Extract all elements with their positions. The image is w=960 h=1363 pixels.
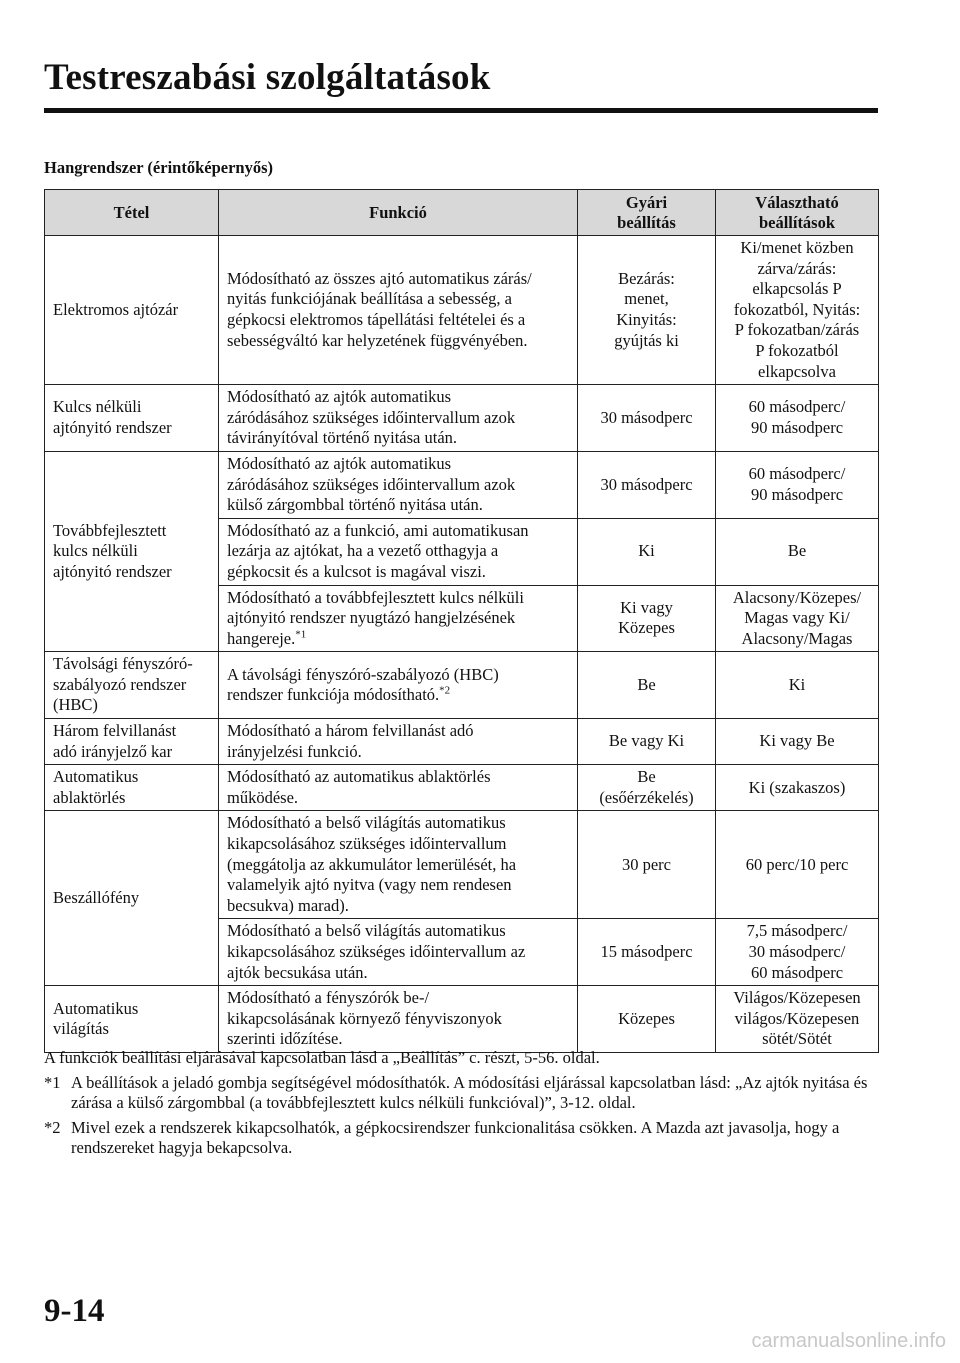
notes	[44, 1048, 884, 1163]
footnote-text: Mivel ezek a rendszerek kikapcsolhatók, a gépkocsirendszer funkcionalitása csökken. A Mazda azt javasolja, hogy a rendszereket hagyja bekapcsolva.	[71, 1117, 840, 1158]
row-factory: 30 másodperc	[578, 385, 716, 452]
table-header-row	[45, 190, 879, 236]
row-item: Három felvillanást adó irányjelző kar	[45, 719, 219, 765]
row-item: Elektromos ajtózár	[45, 236, 219, 385]
row-options: Ki (szakaszos)	[716, 765, 879, 811]
title-rule	[44, 108, 878, 113]
row-function: Módosítható az ajtók automatikus záródásához szükséges időintervallum azok távirányítóval történő nyitása után.	[219, 385, 578, 452]
footnote-mark: *2	[44, 1117, 61, 1137]
row-options: Alacsony/Közepes/ Magas vagy Ki/ Alacsony/Magas	[716, 585, 879, 652]
row-factory: Be	[578, 652, 716, 719]
table-row	[45, 652, 879, 719]
row-factory: 15 másodperc	[578, 919, 716, 986]
row-function: Módosítható az automatikus ablaktörlés működése.	[219, 765, 578, 811]
page-number: 9-14	[44, 1293, 105, 1329]
section-title: Hangrendszer (érintőképernyős)	[44, 158, 273, 177]
footnote	[44, 1118, 884, 1159]
footnote-ref: *1	[295, 628, 307, 641]
row-function-text: Módosítható a továbbfejlesztett kulcs nélküli ajtónyitó rendszer nyugtázó hangjelzésének hangereje.	[227, 587, 524, 648]
row-factory: Be vagy Ki	[578, 719, 716, 765]
row-function: Módosítható a belső világítás automatikus kikapcsolásához szükséges időintervallum az ajtók becsukása után.	[219, 919, 578, 986]
row-function-text: A távolsági fényszóró-szabályozó (HBC) rendszer funkciója módosítható.	[227, 664, 499, 705]
header-item: Tétel	[45, 190, 219, 236]
row-function: Módosítható az ajtók automatikus záródásához szükséges időintervallum azok külső zárgombbal történő nyitása után.	[219, 451, 578, 518]
row-options: 60 másodperc/ 90 másodperc	[716, 385, 879, 452]
row-function: Módosítható az a funkció, ami automatikusan lezárja az ajtókat, ha a vezető otthagyja a gépkocsit és a kulcsot is magával viszi.	[219, 518, 578, 585]
row-factory: Be (esőérzékelés)	[578, 765, 716, 811]
footnote-text: A beállítások a jeladó gombja segítségével módosíthatók. A módosítási eljárással kapcsolatban lásd: „Az ajtók nyitása és zárása a külső zárgombbal (a továbbfejlesztett kulcs nélküli funkcióval)”, 3-12. oldal.	[71, 1072, 868, 1113]
row-factory: Ki	[578, 518, 716, 585]
table-row	[45, 236, 879, 385]
row-factory: 30 perc	[578, 811, 716, 919]
table-row	[45, 385, 879, 452]
row-function: Módosítható a három felvillanást adó irányjelzési funkció.	[219, 719, 578, 765]
row-item: Távolsági fényszóró- szabályozó rendszer (HBC)	[45, 652, 219, 719]
header-function: Funkció	[219, 190, 578, 236]
table-row	[45, 719, 879, 765]
procedure-note: A funkciók beállítási eljárásával kapcsolatban lásd a „Beállítás” c. részt, 5-56. oldal.	[44, 1048, 600, 1067]
page-title: Testreszabási szolgáltatások	[44, 57, 491, 98]
row-item: Továbbfejlesztett kulcs nélküli ajtónyitó rendszer	[45, 451, 219, 651]
header-options: Választható beállítások	[716, 190, 879, 236]
row-options: Ki/menet közben zárva/zárás: elkapcsolás P fokozatból, Nyitás: P fokozatban/zárás P fokozatból elkapcsolva	[716, 236, 879, 385]
row-options: 60 másodperc/ 90 másodperc	[716, 451, 879, 518]
row-item: Beszállófény	[45, 811, 219, 986]
footnote-mark: *1	[44, 1072, 61, 1092]
row-options: Be	[716, 518, 879, 585]
row-item: Automatikus világítás	[45, 986, 219, 1053]
row-factory: Bezárás: menet, Kinyitás: gyújtás ki	[578, 236, 716, 385]
row-options: 60 perc/10 perc	[716, 811, 879, 919]
row-function	[219, 585, 578, 652]
row-factory: 30 másodperc	[578, 451, 716, 518]
settings-table	[44, 189, 879, 1053]
row-function	[219, 652, 578, 719]
row-item: Automatikus ablaktörlés	[45, 765, 219, 811]
row-item: Kulcs nélküli ajtónyitó rendszer	[45, 385, 219, 452]
table-row	[45, 451, 879, 518]
watermark: carmanualsonline.info	[751, 1330, 946, 1352]
table-row	[45, 765, 879, 811]
row-options: Világos/Közepesen világos/Közepesen sötét/Sötét	[716, 986, 879, 1053]
row-factory: Közepes	[578, 986, 716, 1053]
row-function: Módosítható az összes ajtó automatikus zárás/ nyitás funkciójának beállítása a sebesség, a gépkocsi elektromos tápellátási feltételei és a sebességváltó kar helyzetének függvényében.	[219, 236, 578, 385]
row-factory: Ki vagy Közepes	[578, 585, 716, 652]
footnote	[44, 1073, 884, 1114]
table-row	[45, 986, 879, 1053]
row-options: 7,5 másodperc/ 30 másodperc/ 60 másodperc	[716, 919, 879, 986]
footnote-ref: *2	[439, 684, 451, 697]
header-factory-setting: Gyári beállítás	[578, 190, 716, 236]
row-options: Ki	[716, 652, 879, 719]
row-options: Ki vagy Be	[716, 719, 879, 765]
row-function: Módosítható a belső világítás automatikus kikapcsolásához szükséges időintervallum (meggátolja az akkumulátor lemerülését, ha valamelyik ajtó nyitva (vagy nem rendesen becsukva) marad).	[219, 811, 578, 919]
table-row	[45, 811, 879, 919]
row-function: Módosítható a fényszórók be-/ kikapcsolásának környező fényviszonyok szerinti időzítése.	[219, 986, 578, 1053]
